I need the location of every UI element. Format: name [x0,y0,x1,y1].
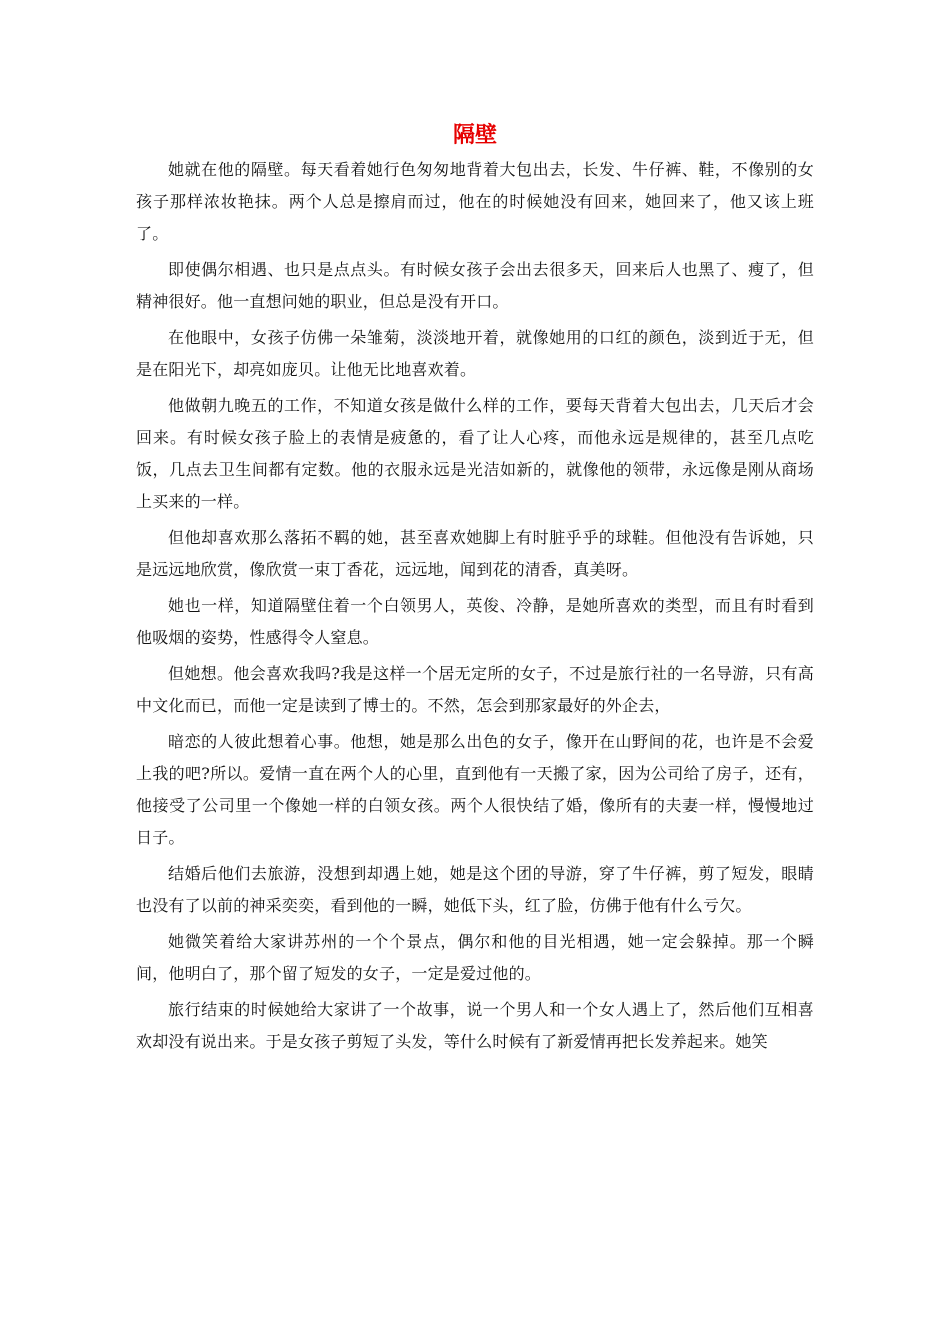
paragraph-7: 但她想。他会喜欢我吗?我是这样一个居无定所的女子，不过是旅行社的一名导游，只有高中文化而已，而他一定是读到了博士的。不然，怎会到那家最好的外企去， [136,664,814,715]
paragraph-8: 暗恋的人彼此想着心事。他想，她是那么出色的女子，像开在山野间的花，也许是不会爱上我的吧?所以。爱情一直在两个人的心里，直到他有一天搬了家，因为公司给了房子，还有，他接受了公司里一个像她一样的白领女孩。两个人很快结了婚，像所有的夫妻一样，慢慢地过日子。 [136,732,814,847]
paragraph-9: 结婚后他们去旅游，没想到却遇上她，她是这个团的导游，穿了牛仔裤，剪了短发，眼睛也没有了以前的神采奕奕，看到他的一瞬，她低下头，红了脸，仿佛于他有什么亏欠。 [136,864,814,915]
document-title: 隔壁 [452,123,497,148]
paragraph-11: 旅行结束的时候她给大家讲了一个故事，说一个男人和一个女人遇上了，然后他们互相喜欢却没有说出来。于是女孩子剪短了头发，等什么时候有了新爱情再把长发养起来。她笑 [136,1000,814,1051]
paragraph-1: 她就在他的隔壁。每天看着她行色匆匆地背着大包出去，长发、牛仔裤、鞋，不像别的女孩子那样浓妆艳抹。两个人总是擦肩而过，他在的时候她没有回来，她回来了，他又该上班了。 [136,160,814,243]
paragraph-5: 但他却喜欢那么落拓不羁的她，甚至喜欢她脚上有时脏乎乎的球鞋。但他没有告诉她，只是远远地欣赏，像欣赏一束丁香花，远远地，闻到花的清香，真美呀。 [136,528,814,579]
paragraph-4: 他做朝九晚五的工作，不知道女孩是做什么样的工作，要每天背着大包出去，几天后才会回来。有时候女孩子脸上的表情是疲惫的，看了让人心疼，而他永远是规律的，甚至几点吃饭，几点去卫生间都有定数。他的衣服永远是光洁如新的，就像他的领带，永远像是刚从商场上买来的一样。 [136,396,814,511]
paragraph-6: 她也一样，知道隔壁住着一个白领男人，英俊、冷静，是她所喜欢的类型，而且有时看到他吸烟的姿势，性感得令人窒息。 [136,596,814,647]
document-page [136,118,814,1058]
paragraph-2: 即使偶尔相遇、也只是点点头。有时候女孩子会出去很多天，回来后人也黑了、瘦了，但精神很好。他一直想问她的职业，但总是没有开口。 [136,260,814,311]
paragraph-3: 在他眼中，女孩子仿佛一朵雏菊，淡淡地开着，就像她用的口红的颜色，淡到近于无，但是在阳光下，却亮如庞贝。让他无比地喜欢着。 [136,328,814,379]
paragraph-10: 她微笑着给大家讲苏州的一个个景点，偶尔和他的目光相遇，她一定会躲掉。那一个瞬间，他明白了，那个留了短发的女子，一定是爱过他的。 [136,932,814,983]
